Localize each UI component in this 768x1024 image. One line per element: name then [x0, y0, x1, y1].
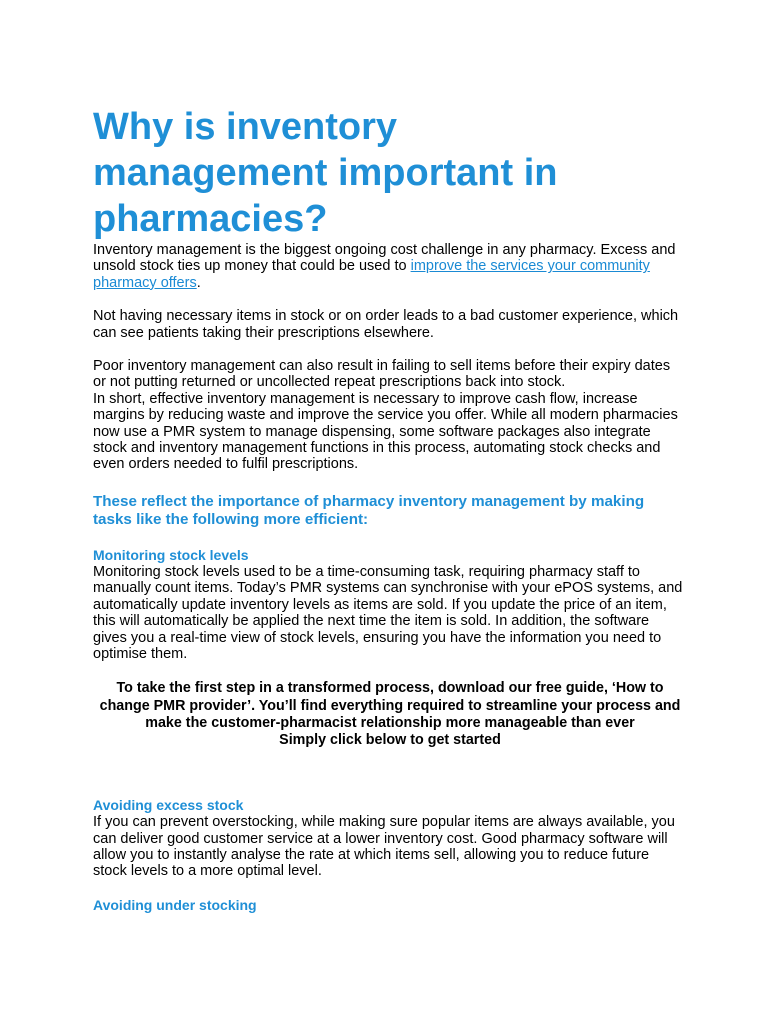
improve-services-link[interactable]: improve the services your community pharmacy offers: [93, 258, 650, 291]
paragraph-poor-inventory: Poor inventory management can also result in failing to sell items before their expiry dates or not putting returned or uncollected repeat prescriptions back into stock.: [93, 358, 671, 391]
intro-text: Inventory management is the biggest ongoing cost challenge in any pharmacy. Excess and unsold stock ties up money that could be used to: [93, 242, 676, 275]
monitoring-body: Monitoring stock levels used to be a time-consuming task, requiring pharmacy staff to manually count items. Today’s PMR systems can synchronise with your ePOS systems, and automatically update inventory levels as items are sold. If you update the price of an item, this will automatically be applied the next time the item is sold. In addition, the software gives you a real-time view of stock levels, ensuring you have the information you need to optimise them.: [93, 563, 683, 662]
page-title: Why is inventory management important in pharmacies?: [93, 106, 558, 240]
excess-body: If you can prevent overstocking, while making sure popular items are always available, you can deliver good customer service at a lower inventory cost. Good pharmacy software will allow you to instantly analyse the rate at which items sell, allowing you to reduce future stock levels to a more optimal level.: [93, 814, 675, 880]
cta-start-text: Simply click below to get started: [279, 731, 501, 748]
paragraph-customer-experience: Not having necessary items in stock or on order leads to a bad customer experience, which can see patients taking their prescriptions elsewhere.: [93, 308, 679, 341]
under-stocking-heading: Avoiding under stocking: [93, 896, 257, 913]
paragraph-in-short: In short, effective inventory management is necessary to improve cash flow, increase margins by reducing waste and improve the service you offer. While all modern pharmacies now use a PMR system to manage dispensing, some software packages also integrate stock and inventory management functions in this process, automating stock checks and even orders needed to fulfil prescriptions.: [93, 390, 678, 473]
intro-text-end: .: [196, 274, 201, 291]
intro-paragraph: [93, 242, 683, 291]
monitoring-heading: Monitoring stock levels: [93, 546, 249, 563]
cta-text: To take the first step in a transformed process, download our free guide, ‘How to change PMR provider’. You’ll find everything required to streamline your process and make the customer-pharmacist relationship more manageable than ever: [99, 680, 681, 731]
document-page: [93, 104, 683, 914]
excess-heading: Avoiding excess stock: [93, 797, 244, 814]
section-subheading: These reflect the importance of pharmacy inventory management by making tasks like the following more efficient:: [93, 492, 645, 528]
